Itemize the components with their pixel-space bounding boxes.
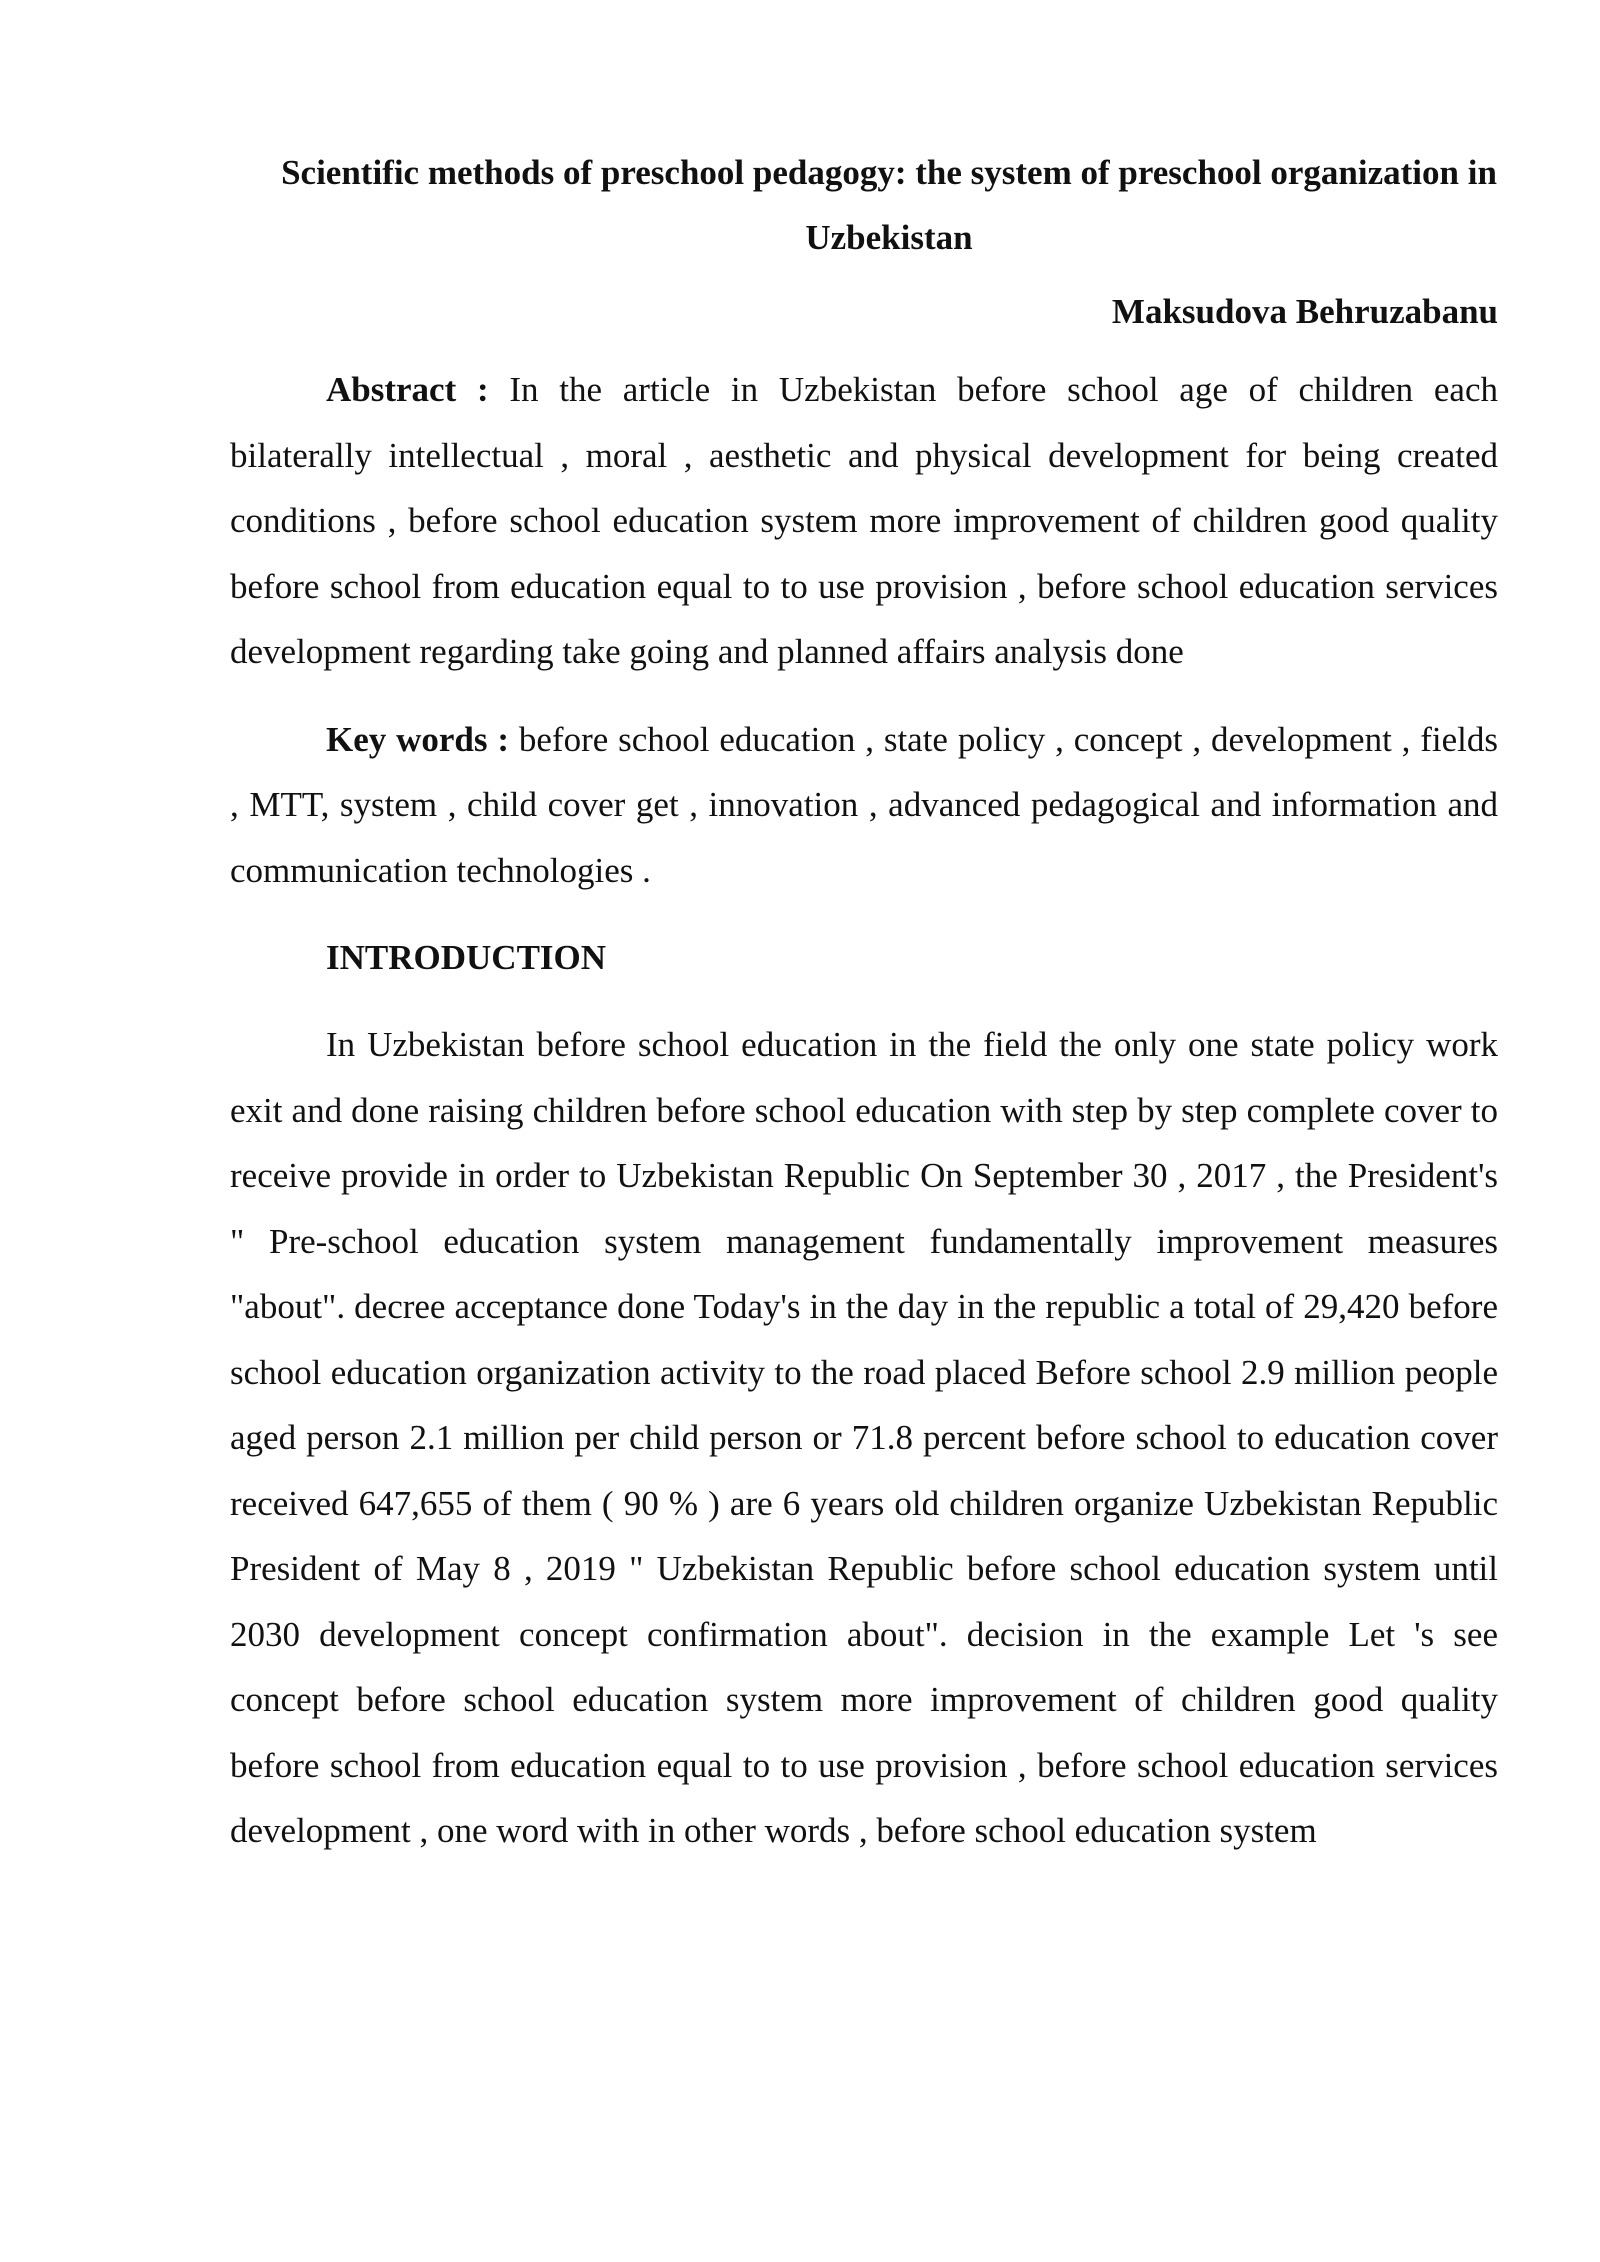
introduction-paragraph: In Uzbekistan before school education in the field the only one state policy work exit and done raising children before school education with step by step complete cover to receive provide in order to Uzbekistan Republic On September 30 , 2017 , the President's " Pre-school education system management fundamentally improvement measures "about". decree acceptance done Today's in the day in the republic a total of 29,420 before school education organization activity to the road placed Before school 2.9 million people aged person 2.1 million per child person or 71.8 percent before school to education cover received 647,655 of them ( 90 % ) are 6 years old children organize Uzbekistan Republic President of May 8 , 2019 " Uzbekistan Republic before school education system until 2030 development concept confirmation about". decision in the example Let 's see concept before school education system more improvement of children good quality before school from education equal to to use provision , before school education services development , one word with in other words , before school education system [230, 1025, 1498, 1850]
abstract-text: In the article in Uzbekistan before school age of children each bilaterally intellectual , moral , aesthetic and physical development for being created conditions , before school education system more improvement of children good quality before school from education equal to to use provision , before school education services development regarding take going and planned affairs analysis done [230, 370, 1498, 671]
abstract-paragraph [230, 357, 1498, 685]
keywords-paragraph [230, 707, 1498, 904]
abstract-label: Abstract : [326, 370, 489, 409]
paper-title: Scientific methods of preschool pedagogy: the system of preschool organization in Uzbekistan [281, 153, 1497, 257]
introduction-heading: INTRODUCTION [326, 938, 607, 977]
keywords-label: Key words : [326, 719, 510, 759]
keywords-text: before school education , state policy , concept , development , fields , MTT, system , child cover get , innovation , advanced pedagogical and information and communication technologies . [230, 719, 1499, 890]
paper-author: Maksudova Behruzabanu [1111, 292, 1498, 331]
paper-page [230, 140, 1498, 1886]
